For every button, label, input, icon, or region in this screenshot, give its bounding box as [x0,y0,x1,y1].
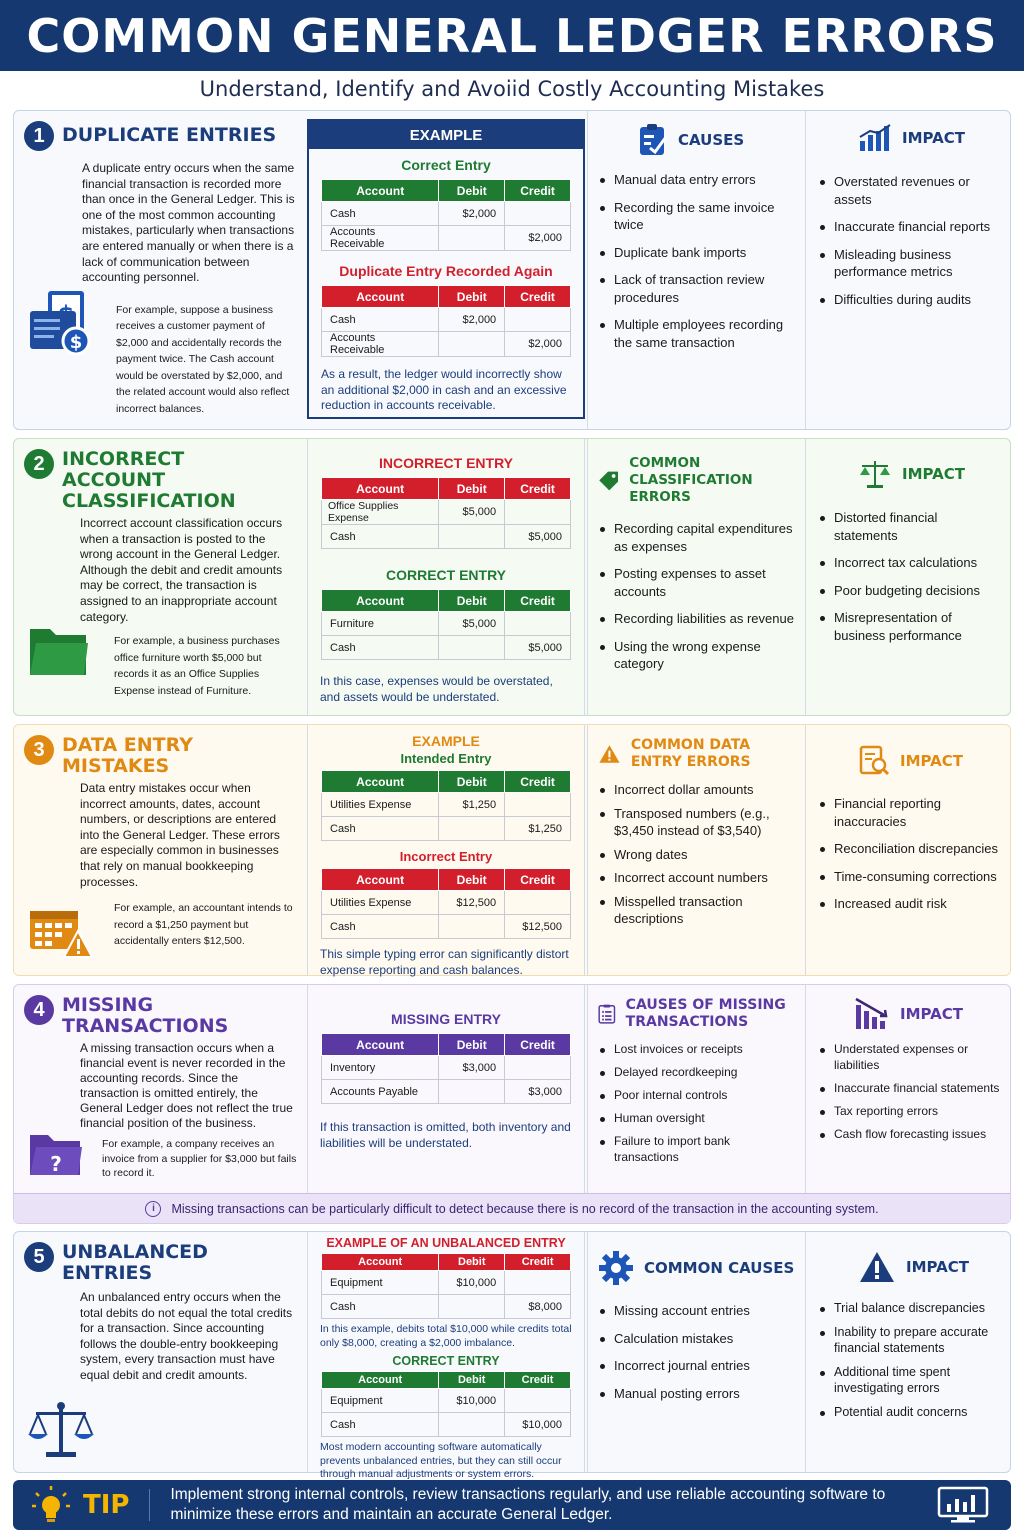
table-row: Office Supplies Expense $5,000 [322,500,571,525]
section-example-text: For example, suppose a business receives a customer payment of $2,000 and accidentally records the payment twice. The Cash account would be overstated by $2,000, and the related account would also reflect incorrect balances. [116,303,290,415]
column-header: Account [322,180,439,202]
impact-panel [805,725,1012,975]
column-header: Debit [439,1034,505,1056]
list-item: Inaccurate financial statements [818,1080,1000,1096]
table-row: Utilities Expense $12,500 [322,891,571,915]
impact-heading [854,997,1000,1031]
impact-title: IMPACT [900,1004,963,1023]
example-panel [307,439,585,715]
list-item: Multiple employees recording the same transaction [598,316,795,351]
list-item: Understated expenses or liabilities [818,1041,1000,1073]
list-item: Potential audit concerns [818,1404,1000,1420]
list-item: Increased audit risk [818,895,1000,913]
column-header: Account [322,286,439,308]
journal-table-correct [321,1371,571,1437]
causes-title: COMMON CAUSES [644,1258,795,1277]
clipboard-check-icon [638,123,668,157]
list-item: Misspelled transaction descriptions [598,893,795,928]
table-title: CORRECT ENTRY [392,1354,500,1368]
column-header: Account [322,1034,439,1056]
list-item: Inability to prepare accurate financial statements [818,1324,1000,1356]
list-item: Posting expenses to asset accounts [598,565,795,600]
banner-text: Missing transactions can be particularly difficult to detect because there is no record of the transaction in the accounting system. [171,1201,879,1216]
impact-heading [858,745,1000,777]
list-item: Trial balance discrepancies [818,1300,1000,1316]
list-item: Incorrect tax calculations [818,554,1000,572]
causes-panel [587,111,805,429]
column-header: Debit [439,478,505,500]
list-item: Manual posting errors [598,1385,795,1403]
impact-heading [858,123,1000,153]
section-description: A duplicate entry occurs when the same financial transaction is recorded more than once in the General Ledger. This is one of the most common accounting mistakes, particularly when transactions are entered manually or when there is a lack of communication between accounting personnel. [82,161,295,285]
scale-icon [858,459,892,489]
list-item: Difficulties during audits [818,291,1000,309]
table-title: Incorrect Entry [399,849,493,864]
table-title: EXAMPLE OF AN UNBALANCED ENTRY [326,1236,566,1250]
list-item: Incorrect journal entries [598,1357,795,1375]
section-missing-transactions [13,984,1011,1224]
list-item: Recording capital expenditures as expenses [598,520,795,555]
column-header: Account [322,590,439,612]
tip-divider [149,1489,150,1521]
list-item: Recording liabilities as revenue [598,610,795,628]
causes-title: CAUSES [678,130,745,149]
impact-heading [858,1250,1000,1284]
journal-table-unbalanced [321,1253,571,1319]
bar-chart-icon [858,123,892,153]
list-item: Using the wrong expense category [598,638,795,673]
section-intro [14,111,307,429]
list-item: Duplicate bank imports [598,244,795,262]
monitor-chart-icon [937,1486,989,1524]
section-title: MISSING TRANSACTIONS [62,994,229,1037]
column-header: Debit [439,590,505,612]
list-item: Incorrect account numbers [598,869,795,887]
table-row: Cash $5,000 [322,525,571,549]
causes-panel [587,985,805,1193]
section-description: Data entry mistakes occur when incorrect amounts, dates, account numbers, or descriptions are entered into the General Ledger. These errors are especially common in businesses that rely on manual bookkeeping processes. [80,781,280,889]
table-title: MISSING ENTRY [391,1011,501,1027]
causes-title: COMMON DATA ENTRY ERRORS [630,737,751,770]
impact-panel [805,111,1012,429]
section-title: DATA ENTRY MISTAKES [62,734,193,777]
example-note: This simple typing error can significantly distort expense reporting and cash balances. [320,947,569,977]
column-header: Debit [439,180,505,202]
table-title: CORRECT ENTRY [385,567,507,583]
list-item: Tax reporting errors [818,1103,1000,1119]
section-duplicate-entries [13,110,1011,430]
table-row: Cash $10,000 [322,1413,571,1437]
list-item: Misrepresentation of business performance [818,609,1000,644]
causes-heading [598,1250,795,1286]
list-item: Lack of transaction review procedures [598,271,795,306]
impact-panel [805,1232,1012,1472]
column-header: Debit [439,869,505,891]
list-item: Reconciliation discrepancies [818,840,1000,858]
column-header: Credit [505,180,571,202]
causes-title: COMMON CLASSIFICATION ERRORS [629,455,753,505]
declining-chart-icon [854,997,890,1031]
table-row: Cash $2,000 [322,202,571,226]
list-item: Wrong dates [598,846,795,864]
causes-list [598,171,795,351]
journal-table-intended [321,770,571,841]
column-header: Debit [439,771,505,793]
section-incorrect-classification [13,438,1011,716]
table-title: Intended Entry [400,751,492,766]
section-description: An unbalanced entry occurs when the total debits do not equal the total credits for a transaction. Since accounting follows the double-entry bookkeeping system, every transaction must have equal debit and credit amounts. [80,1290,293,1382]
table-row: Cash $8,000 [322,1295,571,1319]
example-note: In this case, expenses would be overstated, and assets would be understated. [320,674,553,704]
example-panel [307,119,585,419]
journal-table-incorrect [321,477,571,549]
impact-title: IMPACT [906,1257,969,1276]
impact-panel [805,439,1012,715]
table-row: Accounts Receivable $2,000 [322,332,571,357]
list-item: Overstated revenues or assets [818,173,1000,208]
example-header: EXAMPLE [412,733,480,749]
table-row: Cash $1,250 [322,817,571,841]
list-item: Manual data entry errors [598,171,795,189]
section-intro [14,439,307,715]
journal-table-incorrect [321,868,571,939]
causes-panel [587,439,805,715]
table-title: Duplicate Entry Recorded Again [339,263,553,279]
section-intro [14,1232,307,1472]
table-row: Utilities Expense $1,250 [322,793,571,817]
section-title: INCORRECT ACCOUNT CLASSIFICATION [62,448,236,512]
impact-title: IMPACT [902,464,965,483]
causes-title: CAUSES OF MISSING TRANSACTIONS [625,997,786,1030]
list-item: Time-consuming corrections [818,868,1000,886]
tip-bar [13,1480,1011,1530]
lightbulb-icon [31,1485,71,1525]
column-header: Account [322,869,439,891]
list-item: Failure to import bank transactions [598,1133,795,1165]
list-item: Calculation mistakes [598,1330,795,1348]
tip-label: TIP [83,1490,130,1520]
impact-list [818,173,1000,308]
impact-heading [858,459,1000,489]
causes-heading [598,455,795,506]
invoice-money-icon [28,289,96,359]
section-description: A missing transaction occurs when a financial event is never recorded in the accounting records. Since the transaction is omitted entirely, the General Ledger does not reflect the true financial position of the business. [80,1041,293,1130]
column-header: Credit [505,1254,571,1271]
list-item: Poor internal controls [598,1087,795,1103]
list-item: Missing account entries [598,1302,795,1320]
list-item: Financial reporting inaccuracies [818,795,1000,830]
info-banner [14,1193,1010,1223]
impact-title: IMPACT [902,128,965,147]
tip-text: Implement strong internal controls, review transactions regularly, and use reliable accounting software to minimize these errors and maintain an accurate General Ledger. [170,1486,886,1523]
journal-table-correct [321,589,571,660]
info-icon: i [145,1201,161,1217]
causes-panel [587,1232,805,1472]
example-panel [307,985,585,1193]
section-example-text: For example, a business purchases office furniture worth $5,000 but records it as an Office Supplies Expense instead of Furniture. [114,635,280,697]
warning-icon [598,739,621,769]
table-title: Correct Entry [401,157,491,173]
page-title: COMMON GENERAL LEDGER ERRORS [26,8,998,63]
checklist-icon [598,997,616,1031]
list-item: Additional time spent investigating errors [818,1364,1000,1396]
example-note: As a result, the ledger would incorrectly show an additional $2,000 in cash and an excessive reduction in accounts receivable. [321,367,567,413]
column-header: Credit [505,771,571,793]
list-item: Poor budgeting decisions [818,582,1000,600]
causes-heading [638,123,795,157]
impact-list [818,1041,1000,1142]
impact-panel [805,985,1012,1193]
alert-triangle-icon [858,1250,896,1284]
list-item: Recording the same invoice twice [598,199,795,234]
causes-list [598,520,795,673]
causes-list [598,1041,795,1165]
journal-table-duplicate [321,285,571,357]
section-number: 4 [24,995,54,1025]
table-row: Cash $12,500 [322,915,571,939]
table-row: Cash $2,000 [322,308,571,332]
folder-icon [28,623,90,679]
page-subtitle: Understand, Identify and Avoiid Costly Accounting Mistakes [199,77,825,101]
column-header: Account [322,771,439,793]
column-header: Credit [505,286,571,308]
section-unbalanced-entries [13,1231,1011,1480]
section-intro [14,725,307,975]
example-note: If this transaction is omitted, both inventory and liabilities will be understated. [320,1120,571,1150]
column-header: Credit [505,478,571,500]
table-row: Equipment $10,000 [322,1389,571,1413]
document-search-icon [858,745,890,777]
list-item: Delayed recordkeeping [598,1064,795,1080]
example-panel [307,1232,585,1480]
list-item: Transposed numbers (e.g., $3,450 instead of $3,540) [598,805,795,840]
list-item: Cash flow forecasting issues [818,1126,1000,1142]
svg-text:$: $ [69,332,83,353]
impact-list [818,795,1000,913]
imbalance-note: In this example, debits total $10,000 while credits total only $8,000, creating a $2,000 imbalance. [320,1323,572,1349]
list-item: Misleading business performance metrics [818,246,1000,281]
causes-heading [598,997,795,1031]
section-number: 1 [24,121,54,151]
column-header: Credit [505,869,571,891]
section-description: Incorrect account classification occurs when a transaction is posted to the wrong account in the General Ledger. Although the debit and credit amounts may be correct, the transaction is assigned to an inappropriate account category. [80,516,283,624]
impact-list [818,1300,1000,1420]
column-header: Account [322,1254,439,1271]
table-row: Inventory $3,000 [322,1056,571,1080]
table-title: INCORRECT ENTRY [378,455,514,471]
balance-scale-icon [28,1400,94,1460]
column-header: Credit [505,590,571,612]
impact-title: IMPACT [900,751,963,770]
causes-list [598,781,795,928]
column-header: Account [322,478,439,500]
section-example-text: For example, an accountant intends to record a $1,250 payment but accidentally enters $12,500. [114,902,293,948]
section-number: 5 [24,1242,54,1272]
example-note: Most modern accounting software automatically prevents unbalanced entries, but they can still occur through manual adjustments or system errors. [320,1441,562,1480]
column-header: Credit [505,1372,571,1389]
column-header: Debit [439,1254,505,1271]
header-bar [0,0,1024,71]
section-intro [14,985,307,1193]
column-header: Debit [439,286,505,308]
list-item: Human oversight [598,1110,795,1126]
causes-heading [598,737,795,771]
table-row: Equipment $10,000 [322,1271,571,1295]
svg-text:?: ? [50,1152,62,1176]
gear-icon [598,1250,634,1286]
journal-table-correct [321,179,571,251]
section-data-entry-mistakes [13,724,1011,976]
calendar-warning-icon [28,905,94,961]
journal-table-missing [321,1033,571,1104]
example-panel [307,725,585,975]
causes-panel [587,725,805,975]
list-item: Inaccurate financial reports [818,218,1000,236]
list-item: Incorrect dollar amounts [598,781,795,799]
column-header: Debit [439,1372,505,1389]
table-row: Accounts Receivable $2,000 [322,226,571,251]
list-item: Distorted financial statements [818,509,1000,544]
section-example-text: For example, a company receives an invoice from a supplier for $3,000 but fails to record it. [102,1138,297,1179]
section-title: UNBALANCED ENTRIES [62,1241,208,1284]
causes-list [598,1302,795,1402]
folder-question-icon [28,1129,84,1179]
table-row: Furniture $5,000 [322,612,571,636]
section-title: DUPLICATE ENTRIES [62,124,277,146]
table-row: Cash $5,000 [322,636,571,660]
impact-list [818,509,1000,644]
section-number: 2 [24,449,54,479]
tag-icon [598,464,619,498]
list-item: Lost invoices or receipts [598,1041,795,1057]
column-header: Credit [505,1034,571,1056]
example-header: EXAMPLE [309,121,583,149]
section-number: 3 [24,735,54,765]
table-row: Accounts Payable $3,000 [322,1080,571,1104]
column-header: Account [322,1372,439,1389]
